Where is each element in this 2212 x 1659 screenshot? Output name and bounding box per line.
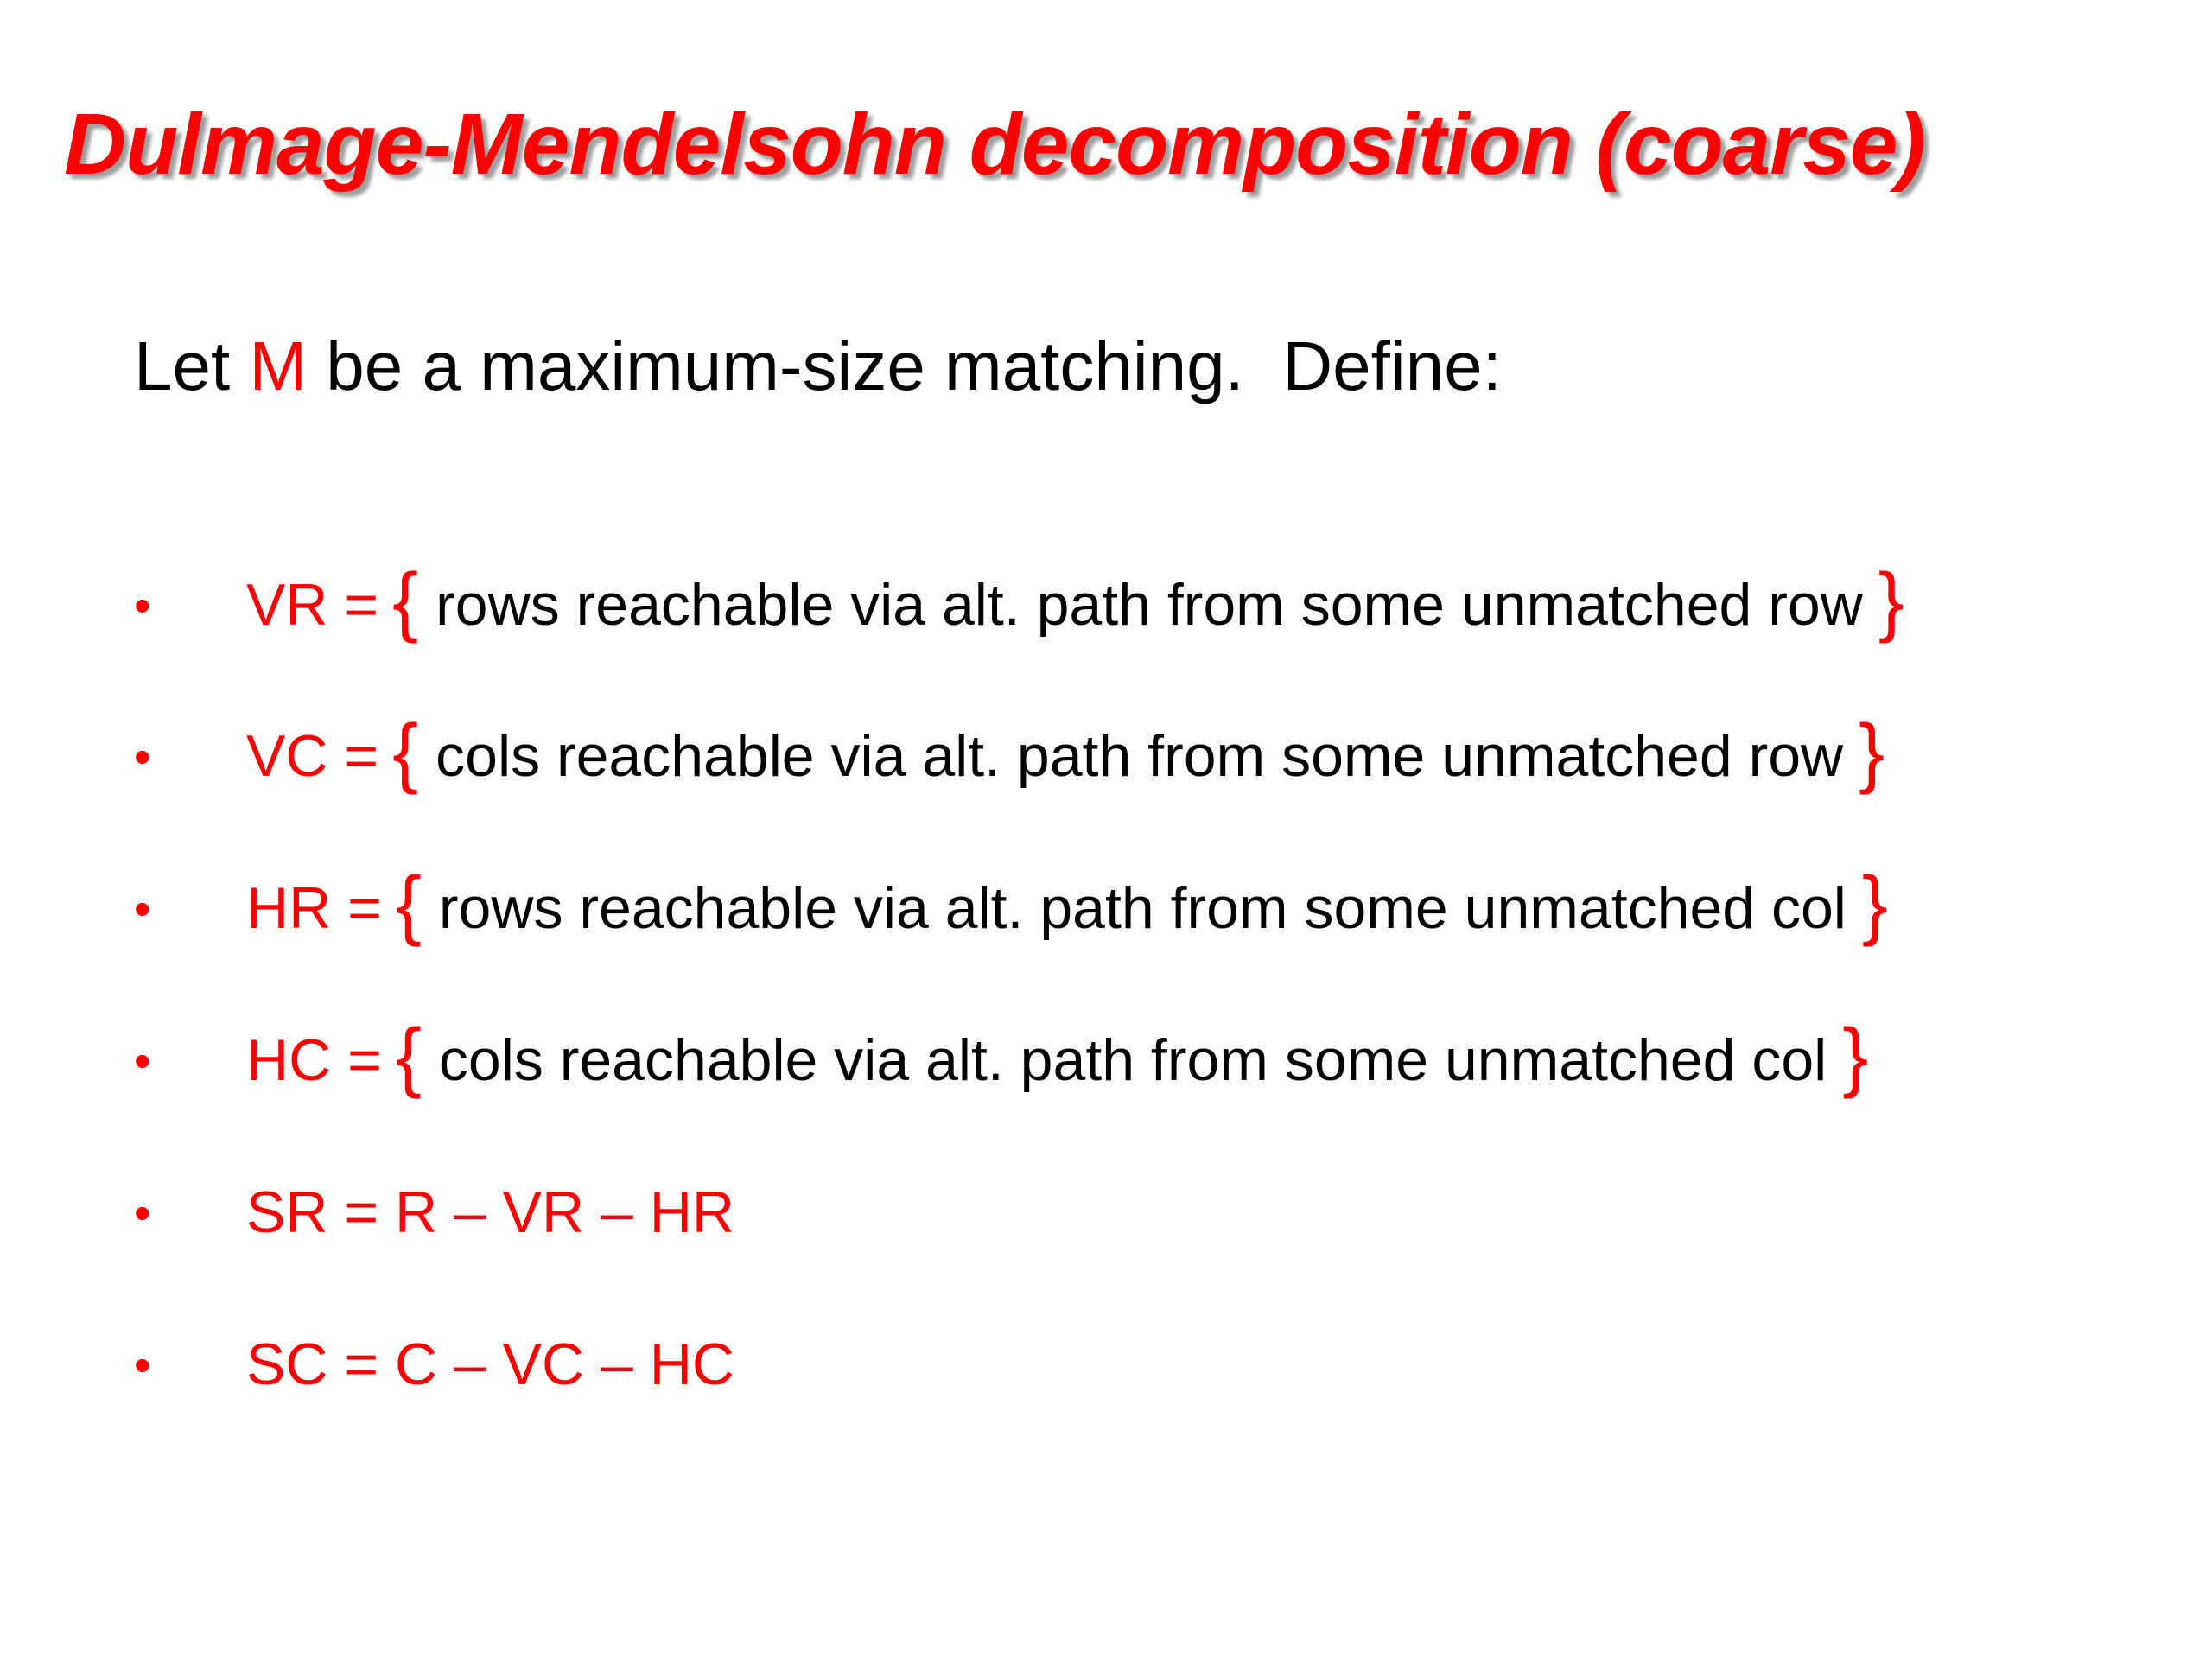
definition-item-vc <box>134 704 1885 808</box>
definition-name: HR = <box>246 875 382 941</box>
close-brace: } <box>1842 1013 1869 1100</box>
definition-text: rows reachable via alt. path from some unmatched row <box>435 572 1863 638</box>
bullet-icon: • <box>134 1337 151 1392</box>
intro-line <box>134 327 1502 406</box>
open-brace: { <box>395 861 422 948</box>
close-brace: } <box>1859 709 1885 796</box>
open-brace: { <box>395 1013 422 1100</box>
slide-title: Dulmage-Mendelsohn decomposition (coarse) <box>64 96 1925 193</box>
formula-text: SC = C – VC – HC <box>246 1332 734 1397</box>
definition-text: cols reachable via alt. path from some unmatched col <box>438 1027 1827 1093</box>
definition-text: cols reachable via alt. path from some unmatched row <box>435 723 1844 789</box>
definition-text: rows reachable via alt. path from some unmatched col <box>438 875 1847 941</box>
bullet-icon: • <box>134 880 151 936</box>
formula-item-sr <box>134 1160 734 1264</box>
formula-text: SR = R – VR – HR <box>246 1179 734 1245</box>
intro-symbol-m: M <box>249 327 308 404</box>
intro-after: be a maximum-size matching. Define: <box>307 327 1502 404</box>
definition-item-hr <box>134 856 1888 960</box>
intro-before: Let <box>134 327 250 404</box>
open-brace: { <box>392 557 419 645</box>
definition-name: VC = <box>246 723 379 789</box>
bullet-icon: • <box>134 1185 151 1240</box>
close-brace: } <box>1861 861 1888 948</box>
open-brace: { <box>392 709 419 796</box>
bullet-icon: • <box>134 728 151 784</box>
definition-name: VR = <box>246 572 379 638</box>
definition-item-hc <box>134 1008 1868 1112</box>
formula-item-sc <box>134 1313 734 1416</box>
bullet-icon: • <box>134 1033 151 1088</box>
bullet-icon: • <box>134 577 151 632</box>
definition-item-vr <box>134 553 1904 657</box>
definition-name: HC = <box>246 1027 382 1093</box>
close-brace: } <box>1878 557 1904 645</box>
